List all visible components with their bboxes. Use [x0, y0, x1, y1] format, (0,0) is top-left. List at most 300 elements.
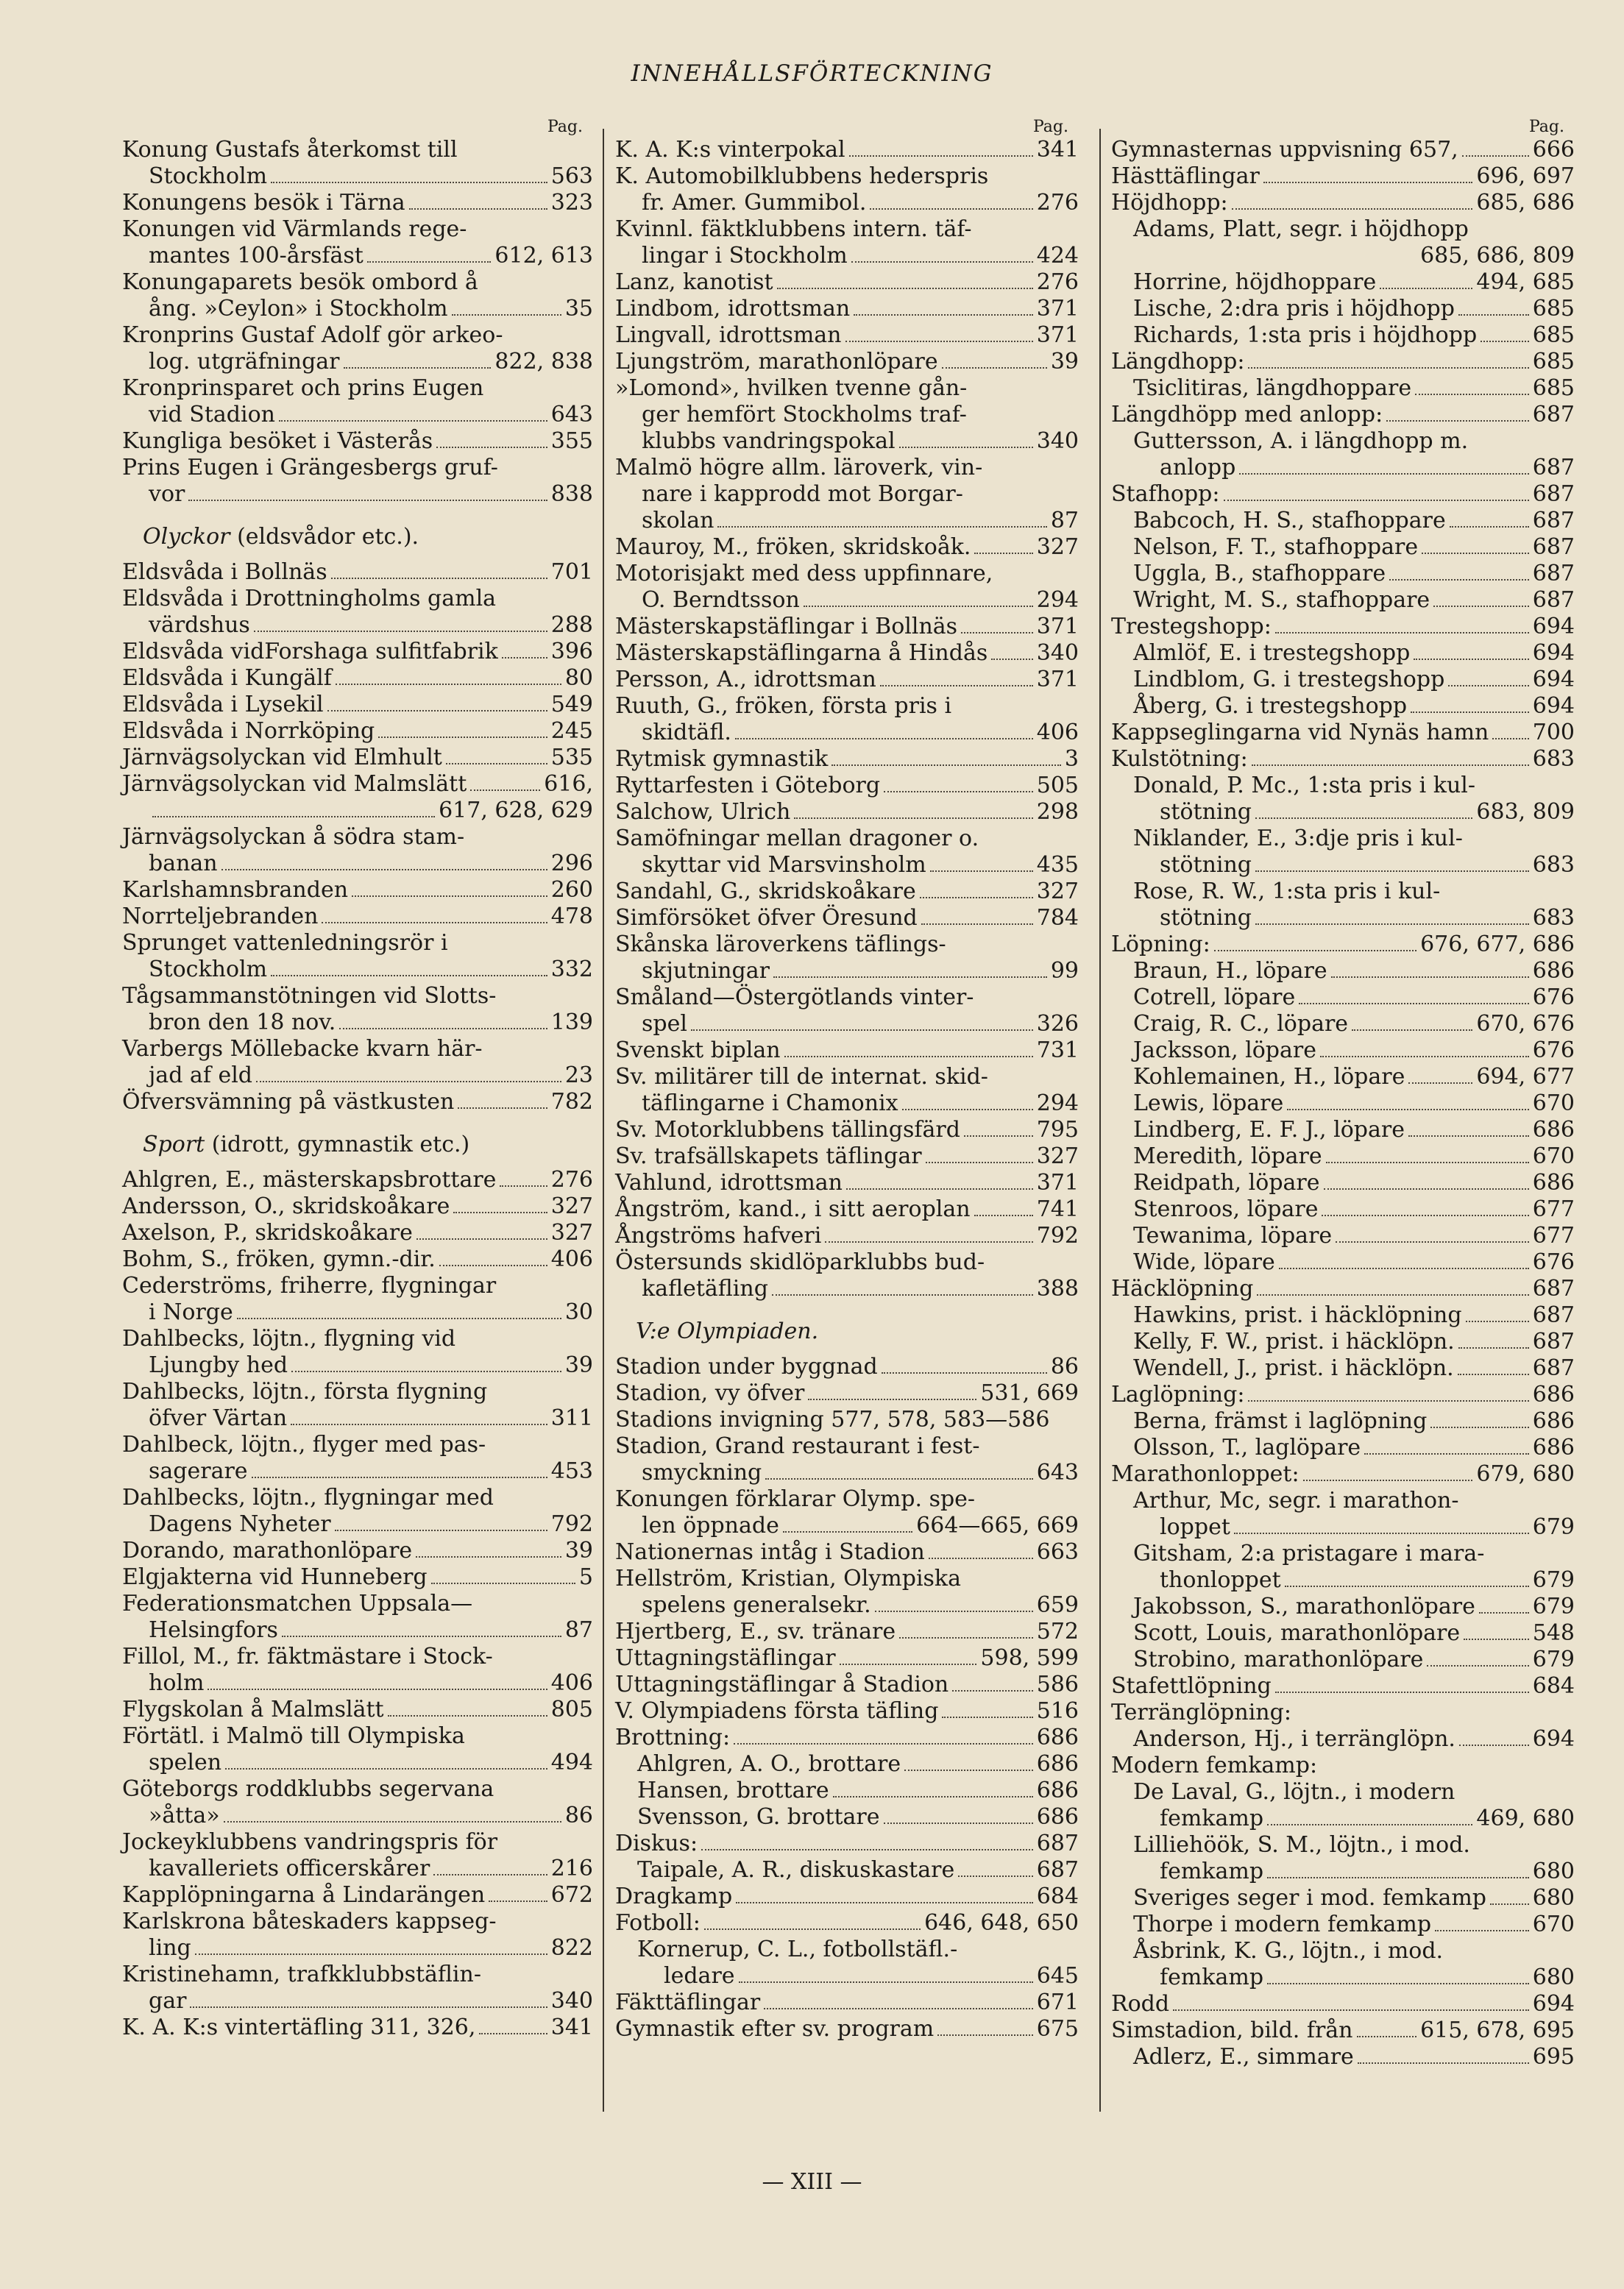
page-ref: 664—665, 669 [916, 1513, 1079, 1539]
entry-text: Rodd [1111, 1991, 1170, 2017]
entry-text: jad af eld [149, 1062, 253, 1088]
entry-text: i Norge [149, 1299, 233, 1325]
index-entry [1111, 481, 1575, 508]
index-entry [122, 1909, 593, 1935]
page-ref: 685, 686 [1476, 190, 1575, 216]
entry-text: len öppnade [642, 1513, 779, 1539]
entry-text: K. A. K:s vinterpokal [615, 137, 845, 163]
entry-text: Svenskt biplan [615, 1037, 781, 1063]
page-ref: 683 [1532, 746, 1575, 772]
index-entry [122, 745, 593, 771]
index-entry [122, 824, 593, 851]
index-entry [615, 1645, 1079, 1672]
dot-leader [846, 1188, 1033, 1190]
index-entry [1111, 1753, 1575, 1779]
entry-text: ång. »Ceylon» i Stockholm [149, 296, 448, 322]
entry-text: Richards, 1:sta pris i höjdhopp [1133, 322, 1478, 348]
dot-leader [991, 659, 1032, 660]
page-ref: 679 [1532, 1514, 1575, 1540]
entry-text: vid Stadion [149, 402, 275, 427]
dot-leader [734, 1743, 1033, 1745]
entry-text: Almlöf, E. i trestegshopp [1133, 640, 1411, 666]
page-ref: 694 [1532, 667, 1575, 692]
index-entry [1111, 667, 1575, 693]
entry-text: Åsbrink, K. G., löjtn., i mod. [1133, 1938, 1444, 1964]
dot-leader [929, 1558, 1033, 1559]
index-entry [1111, 534, 1575, 561]
entry-text: spel [642, 1011, 687, 1037]
dot-leader [1462, 155, 1529, 157]
dot-leader [1255, 923, 1529, 925]
dot-leader [704, 1928, 921, 1930]
dot-leader [717, 526, 1046, 528]
dot-leader [849, 155, 1033, 157]
page-ref: 686 [1532, 1382, 1575, 1408]
dot-leader [1239, 473, 1528, 475]
entry-text: stötning [1160, 852, 1252, 878]
entry-text: Uttagningstäflingar [615, 1645, 836, 1671]
entry-text: kafletäfling [642, 1276, 768, 1302]
entry-text: klubbs vandringspokal [642, 428, 896, 454]
page-ref: 3 [1064, 746, 1079, 772]
dot-leader [1255, 870, 1529, 872]
index-entry [122, 1644, 593, 1670]
dot-leader [416, 1238, 547, 1240]
page-ref: 683 [1532, 905, 1575, 931]
entry-text: Motorisjakt med dess uppfinnare, [615, 561, 993, 586]
page-ref: 675 [1036, 2016, 1079, 2042]
entry-text: Stafettlöpning [1111, 1673, 1272, 1699]
entry-text: »åtta» [149, 1803, 220, 1828]
entry-text: Åberg, G. i trestegshopp [1133, 693, 1408, 719]
entry-text: Eldsvåda i Drottningholms gamla [122, 586, 497, 611]
dot-leader [271, 182, 547, 183]
entry-text: Sv. Motorklubbens tällingsfärd [615, 1117, 960, 1143]
index-entry [1111, 1912, 1575, 1938]
page-ref: 685 [1532, 322, 1575, 348]
dot-leader [190, 2006, 547, 2008]
dot-leader [926, 1162, 1033, 1163]
index-entry [122, 1723, 593, 1750]
page-ref: 687 [1532, 561, 1575, 586]
dot-leader [1275, 1692, 1529, 1693]
page-ref: 396 [550, 639, 593, 664]
page-ref: 216 [550, 1856, 593, 1881]
page-ref: 326 [1036, 1011, 1079, 1037]
entry-text: Helsingfors [149, 1617, 278, 1643]
dot-leader [1358, 2062, 1529, 2064]
index-entry [1111, 1355, 1575, 1382]
index-entry [615, 1433, 1079, 1460]
entry-text: Lilliehöök, S. M., löjtn., i mod. [1133, 1832, 1470, 1858]
dot-leader [458, 1107, 547, 1109]
index-entry [1111, 2044, 1575, 2070]
dot-leader [416, 1556, 561, 1558]
index-entry [122, 559, 593, 586]
entry-text: Karlskrona båteskaders kappseg- [122, 1909, 497, 1934]
entry-text: Stenroos, löpare [1133, 1196, 1319, 1222]
page-ref: 687 [1532, 1355, 1575, 1381]
index-entry [122, 1803, 593, 1829]
page-ref: 687 [1532, 402, 1575, 427]
dot-leader [854, 314, 1033, 316]
page-ref: 687 [1532, 587, 1575, 613]
dot-leader [1492, 738, 1528, 739]
page-ref: 327 [1036, 879, 1079, 904]
dot-leader [1481, 341, 1529, 342]
entry-text: Jakobsson, S., marathonlöpare [1133, 1594, 1475, 1619]
dot-leader [152, 816, 435, 817]
entry-text: Tewanima, löpare [1133, 1223, 1333, 1249]
page-ref: 694 [1532, 614, 1575, 639]
index-entry [122, 1935, 593, 1962]
index-entry [122, 243, 593, 269]
pag-label: Pag. [1032, 118, 1068, 136]
entry-text: Lewis, löpare [1133, 1090, 1284, 1116]
index-entry [1111, 1488, 1575, 1514]
dot-leader [870, 208, 1032, 210]
index-entry [122, 1089, 593, 1115]
index-entry [122, 1591, 593, 1617]
entry-text: Hjertberg, E., sv. tränare [615, 1619, 896, 1644]
index-entry [1111, 1117, 1575, 1143]
entry-text: Vahlund, idrottsman [615, 1170, 843, 1196]
index-entry [1111, 375, 1575, 402]
dot-leader [291, 1424, 547, 1425]
page-ref: 139 [550, 1009, 593, 1035]
entry-text: Kungliga besöket i Västerås [122, 428, 433, 454]
entry-text: Höjdhopp: [1111, 190, 1228, 216]
dot-leader [794, 817, 1032, 819]
dot-leader [691, 1029, 1033, 1031]
page-ref: 695 [1532, 2044, 1575, 2070]
index-entry [615, 1223, 1079, 1249]
entry-text: Göteborgs roddklubbs segervana [122, 1776, 494, 1802]
index-entry [1111, 1965, 1575, 1991]
dot-leader [1267, 1983, 1529, 1984]
page-ref: 371 [1036, 1170, 1079, 1196]
page-number: — XIII — [762, 2169, 862, 2195]
page-ref: 39 [564, 1538, 593, 1564]
entry-text: K. Automobilklubbens hederspris [615, 163, 989, 189]
index-entry [615, 746, 1079, 773]
page-ref: 671 [1036, 1990, 1079, 2015]
entry-text: Cederströms, friherre, flygningar [122, 1273, 497, 1299]
entry-text: Nelson, F. T., stafhoppare [1133, 534, 1419, 560]
index-entry [615, 667, 1079, 693]
entry-text: Ljungby hed [149, 1352, 288, 1378]
index-entry [1111, 1276, 1575, 1302]
entry-text: Trestegshopp: [1111, 614, 1272, 639]
index-entry [615, 1407, 1079, 1433]
entry-text: Taipale, A. R., diskuskastare [637, 1857, 955, 1883]
dot-leader [784, 1056, 1033, 1057]
index-entry [1111, 1170, 1575, 1196]
dot-leader [322, 922, 547, 923]
dot-leader [500, 1185, 547, 1187]
entry-text: Axelson, P., skridskoåkare [122, 1220, 413, 1246]
entry-text: Mauroy, M., fröken, skridskoåk. [615, 534, 971, 560]
dot-leader [1285, 1586, 1529, 1587]
entry-text: Stafhopp: [1111, 481, 1220, 507]
index-entry [615, 773, 1079, 799]
entry-text: stötning [1160, 905, 1252, 931]
entry-text: Sprunget vattenledningsrör i [122, 930, 448, 956]
entry-text: spelens generalsekr. [642, 1592, 871, 1618]
page-ref: 694 [1532, 693, 1575, 719]
entry-text: Hansen, brottare [637, 1778, 829, 1803]
entry-text: Berna, främst i laglöpning [1133, 1408, 1428, 1434]
dot-leader [1466, 1321, 1529, 1322]
entry-text: Varbergs Möllebacke kvarn här- [122, 1036, 483, 1062]
page-ref: 666 [1532, 137, 1575, 163]
index-entry [1111, 614, 1575, 640]
entry-text: Jockeyklubbens vandringspris för [122, 1829, 498, 1855]
dot-leader [1411, 711, 1529, 713]
page-ref: 341 [550, 2015, 593, 2040]
page-ref: 643 [550, 402, 593, 427]
index-entry [615, 1249, 1079, 1276]
index-entry [1111, 1991, 1575, 2017]
dot-leader [1386, 420, 1529, 422]
page-ref: 700 [1532, 720, 1575, 745]
page-ref: 696, 697 [1476, 163, 1575, 189]
index-entry [615, 1170, 1079, 1196]
dot-leader [1490, 1903, 1529, 1905]
dot-leader [1352, 1029, 1472, 1031]
section-heading [636, 1319, 1079, 1345]
index-entry [615, 1963, 1079, 1990]
page-ref: 311 [550, 1405, 593, 1431]
index-entry [615, 1380, 1079, 1407]
entry-text: Laglöpning: [1111, 1382, 1245, 1408]
page-ref: 298 [1036, 799, 1079, 825]
page-ref: 677 [1532, 1223, 1575, 1249]
index-entry [1111, 1408, 1575, 1435]
page-ref: 645 [1036, 1963, 1079, 1989]
index-entry [1111, 720, 1575, 746]
page-ref: 371 [1036, 614, 1079, 639]
index-entry [122, 455, 593, 481]
index-entry [615, 1937, 1079, 1963]
entry-text: värdshus [149, 612, 250, 638]
dot-leader [1448, 685, 1528, 686]
index-entry [122, 481, 593, 508]
page-ref: 685 [1532, 375, 1575, 401]
index-entry [122, 1299, 593, 1326]
entry-text: Arthur, Mc, segr. i marathon- [1133, 1488, 1459, 1513]
page-ref: 694 [1532, 1726, 1575, 1752]
index-entry [122, 1750, 593, 1776]
page-ref: 332 [550, 957, 593, 982]
entry-text: Niklander, E., 3:dje pris i kul- [1133, 826, 1463, 851]
entry-text: Rose, R. W., 1:sta pris i kul- [1133, 879, 1441, 904]
page-ref: 686 [1532, 1170, 1575, 1196]
page-ref: 323 [550, 190, 593, 216]
index-entry [1111, 799, 1575, 826]
entry-text: mantes 100-årsfäst [149, 243, 364, 269]
entry-text: Dahlbecks, löjtn., flygning vid [122, 1326, 456, 1352]
page-ref: 694 [1532, 1991, 1575, 2017]
entry-text: Federationsmatchen Uppsala— [122, 1591, 473, 1617]
dot-leader [777, 288, 1033, 289]
entry-text: Wendell, J., prist. i häcklöpn. [1133, 1355, 1454, 1381]
entry-text: Uggla, B., stafhoppare [1133, 561, 1386, 586]
dot-leader [845, 341, 1033, 342]
entry-text: kavalleriets officerskårer [149, 1856, 430, 1881]
index-entry [122, 1617, 593, 1644]
entry-text: femkamp [1160, 1859, 1264, 1884]
entry-text: thonloppet [1160, 1567, 1281, 1593]
index-entry [1111, 322, 1575, 349]
index-entry [1111, 1938, 1575, 1965]
dot-leader [221, 869, 547, 870]
page-ref: 494 [550, 1750, 593, 1775]
entry-text: Olsson, T., laglöpare [1133, 1435, 1361, 1461]
dot-leader [453, 1212, 547, 1213]
index-entry [122, 163, 593, 190]
page-ref: 327 [550, 1193, 593, 1219]
section-heading-title: Sport [143, 1132, 205, 1157]
dot-leader [436, 447, 547, 448]
entry-text: Östersunds skidlöparklubbs bud- [615, 1249, 985, 1275]
dot-leader [882, 1372, 1047, 1374]
index-entry [1111, 984, 1575, 1011]
index-entry [1111, 640, 1575, 667]
page-ref: 686 [1532, 1408, 1575, 1434]
page-ref: 276 [1036, 190, 1079, 216]
dot-leader [291, 1371, 561, 1372]
index-entry [122, 1856, 593, 1882]
index-entry [122, 137, 593, 163]
entry-text: Förtätl. i Malmö till Olympiska [122, 1723, 465, 1749]
dot-leader [902, 1109, 1033, 1110]
dot-leader [1322, 1215, 1528, 1216]
index-entry [122, 771, 593, 798]
entry-text: Konung Gustafs återkomst till [122, 137, 458, 163]
entry-text: Fillol, M., fr. fäktmästare i Stock- [122, 1644, 493, 1669]
index-entry [122, 586, 593, 612]
index-entry [615, 826, 1079, 852]
page-ref: 677 [1532, 1196, 1575, 1222]
index-entry [122, 1511, 593, 1538]
page-ref: 260 [550, 877, 593, 903]
page-ref: 340 [1036, 640, 1079, 666]
entry-text: loppet [1160, 1514, 1230, 1540]
index-entry [122, 612, 593, 639]
entry-text: Rytmisk gymnastik [615, 746, 829, 772]
index-entry [1111, 1567, 1575, 1594]
entry-text: Lische, 2:dra pris i höjdhopp [1133, 296, 1455, 322]
page-ref: 687 [1532, 1276, 1575, 1302]
dot-leader [282, 1636, 561, 1637]
index-entry [122, 1564, 593, 1591]
dot-leader [327, 710, 547, 711]
entry-text: Mästerskapstäflingarna å Hindås [615, 640, 988, 666]
entry-text: Lanz, kanotist [615, 269, 773, 295]
dot-leader [1430, 1427, 1528, 1428]
index-entry [1111, 587, 1575, 614]
page-ref: 586 [1036, 1672, 1079, 1697]
page-ref: 355 [550, 428, 593, 454]
dot-leader [1173, 2009, 1529, 2011]
index-entry [122, 428, 593, 455]
dot-leader [942, 367, 1047, 369]
index-entry [615, 984, 1079, 1011]
page-ref: 505 [1036, 773, 1079, 798]
dot-leader [1267, 1824, 1472, 1825]
index-entry [615, 1143, 1079, 1170]
index-entry [615, 1064, 1079, 1090]
index-entry [1111, 1859, 1575, 1885]
page-ref: 340 [550, 1988, 593, 2014]
entry-text: Mästerskapstäflingar i Bollnäs [615, 614, 958, 639]
dot-leader [840, 1664, 977, 1665]
entry-text: Wide, löpare [1133, 1249, 1275, 1275]
entry-text: Hellström, Kristian, Olympiska [615, 1566, 961, 1591]
index-entry [615, 1011, 1079, 1037]
index-entry [1111, 190, 1575, 216]
page-ref: 687 [1036, 1857, 1079, 1883]
page-ref: 494, 685 [1476, 269, 1575, 295]
index-entry [615, 1910, 1079, 1937]
page-ref: 424 [1036, 243, 1079, 269]
page-ref: 686 [1532, 958, 1575, 984]
entry-text: Simförsöket öfver Öresund [615, 905, 918, 931]
dot-leader [1320, 1056, 1529, 1057]
dot-leader [804, 606, 1033, 607]
entry-text: anlopp [1160, 455, 1236, 480]
page-ref: 784 [1036, 905, 1079, 931]
dot-leader [1433, 606, 1529, 607]
entry-text: Jacksson, löpare [1133, 1037, 1316, 1063]
page-ref: 23 [564, 1062, 593, 1088]
dot-leader [884, 1823, 1033, 1824]
entry-text: Reidpath, löpare [1133, 1170, 1320, 1196]
index-entry [615, 799, 1079, 826]
page-header: INNEHÅLLSFÖRTECKNING [631, 60, 993, 87]
dot-leader [433, 1874, 547, 1875]
index-entry [1111, 1620, 1575, 1647]
page-ref: 612, 613 [494, 243, 593, 269]
entry-text: Dahlbecks, löjtn., flygningar med [122, 1485, 494, 1511]
index-entry [122, 1829, 593, 1856]
index-entry [122, 1009, 593, 1036]
entry-text: Bohm, S., fröken, gymn.-dir. [122, 1246, 436, 1272]
page-ref: 478 [550, 904, 593, 929]
entry-text: Ångströms hafveri [615, 1223, 822, 1249]
index-entry [122, 957, 593, 983]
index-entry [615, 349, 1079, 375]
dot-leader [1450, 526, 1529, 528]
entry-text: fr. Amer. Gummibol. [642, 190, 867, 216]
page-ref: 327 [1036, 1143, 1079, 1169]
index-entry [615, 243, 1079, 269]
entry-text: Kappseglingarna vid Nynäs hamn [1111, 720, 1489, 745]
index-entry [615, 1619, 1079, 1645]
index-entry [1111, 402, 1575, 428]
dot-leader [1326, 1162, 1529, 1163]
dot-leader [331, 578, 547, 579]
dot-leader [1458, 1347, 1529, 1349]
dot-leader [224, 1821, 561, 1823]
page-ref: 39 [1050, 349, 1079, 375]
index-entry [615, 1090, 1079, 1117]
index-entry [122, 851, 593, 877]
entry-text: Scott, Louis, marathonlöpare [1133, 1620, 1461, 1646]
dot-leader [880, 685, 1033, 686]
page-ref: 838 [550, 481, 593, 507]
